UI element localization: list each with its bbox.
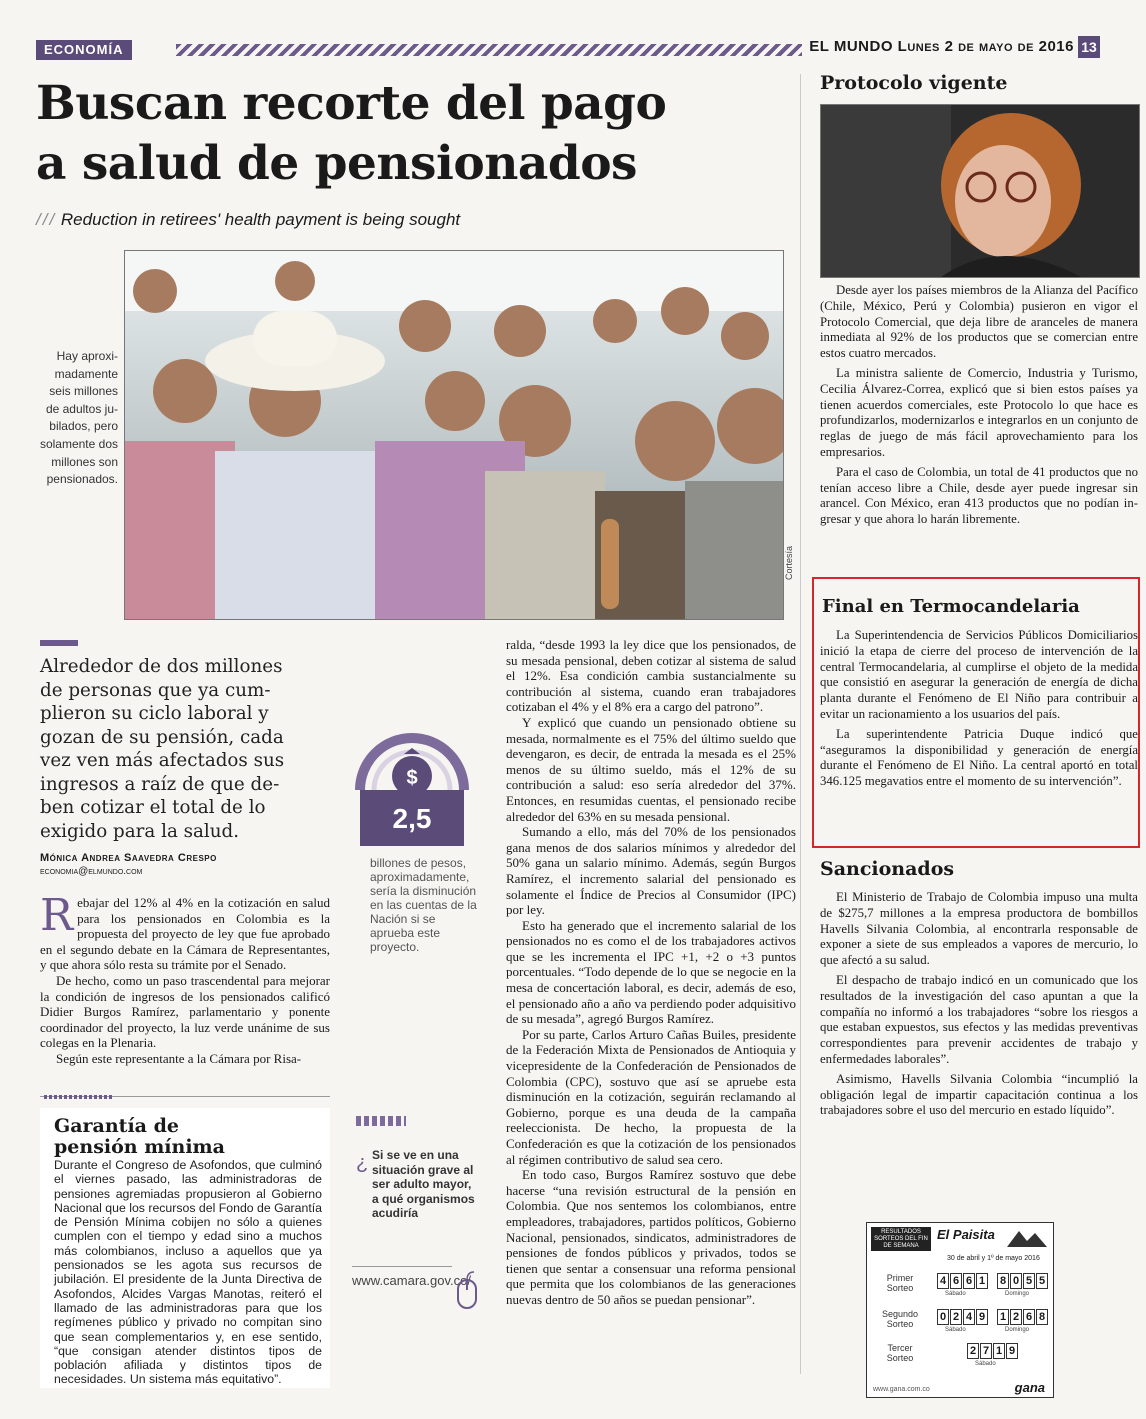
section-label: ECONOMÍA — [36, 40, 132, 60]
deck-accent-bar — [40, 640, 78, 646]
stat-value: 2,5 — [392, 803, 432, 834]
draw-number-saturday: 4 6 6 1 — [937, 1273, 988, 1289]
headline-line-2: a salud de pensionados — [36, 136, 638, 191]
subhead-slashes: /// — [36, 210, 57, 229]
paragraph: Para el caso de Colombia, un total de 41 productos que no tenían acceso libre a Chile, desde ayer puede ingresar sin arancel. Con México, eran 413 productos que no podían ingresar y que ahora lo harán libremente. — [820, 464, 1138, 527]
question-mark-icon: ¿ — [356, 1152, 369, 1174]
lottery-row — [873, 1273, 1049, 1299]
column-rule — [800, 74, 801, 1374]
lottery-row — [873, 1343, 1049, 1369]
masthead-date: Lunes 2 de mayo de 2016 — [897, 38, 1074, 55]
paragraph: Según este representante a la Cámara por Risa- — [56, 1050, 302, 1066]
headline-line-1: Buscan recorte del pago — [36, 76, 667, 131]
minister-photo — [820, 104, 1140, 278]
paragraph: La superintendente Patricia Duque indicó que “aseguramos la disponibilidad y generación de energía durante el Fenómeno de El Niño. La central aportó en total 346.125 megavatios entre el momento de su intervención”. — [820, 726, 1138, 789]
lottery-header — [867, 1223, 1053, 1251]
sancionados-title: Sancionados — [820, 858, 955, 880]
day-label: Domingo — [1005, 1327, 1030, 1333]
paragraph: El Ministerio de Trabajo de Colombia impuso una multa de $275,7 millones a la empresa productora de bombillos Havells Silvania Colombia, al encontrarla responsable de exponer a siete de sus empleados a vapores de mercurio, lo que afectó a su salud. — [820, 890, 1138, 968]
mouse-icon — [456, 1270, 478, 1310]
paragraph: Rebajar del 12% al 4% en la cotización en salud para los pensionados en Colombia es la propuesta del proyecto de ley que fue aprobado en el segundo debate en la Cámara de Representantes, y que ahora sólo resta su trámite por el Senado. — [40, 890, 330, 973]
byline: Mónica Andrea Saavedra Crespo — [40, 852, 217, 864]
paragraph: Esto ha generado que el incremento salarial de los pensionados no es como el de los trabajadores activos que se les incrementa el IPC +1, +2 o +3 puntos porcentuales. “Todo depende de lo que se negocie en la mesa de concertación laboral, es decir, además de eso, el pensionado año a año va perdiendo poder adquisitivo de su mesada”, agregó Burgos Ramírez. — [506, 917, 796, 1027]
article-column-1 — [40, 890, 330, 1067]
paragraph: De hecho, como un paso trascendental para mejorar la condición de ingresos de los pensionados calificó Didier Burgos Ramírez, parlamentario y ponente coordinador del proyecto, la luz verde unánime de sus colegas en la Plenaria. — [40, 972, 330, 1051]
protocolo-title: Protocolo vigente — [820, 72, 1008, 94]
article-deck: Alrededor de dos millones de personas que ya cumplieron su ciclo laboral y gozan de su pensión, cada vez ven más afectados sus ingresos a raíz de que deben cotizar el total de lo exigido para la salud. — [40, 656, 285, 842]
paragraph: Por su parte, Carlos Arturo Cañas Builes, presidente de la Federación Mixta de Pensionados de Antioquia y vicepresidente de la Confederación de Pensionados de Colombia (CPC), sostuvo que así se apruebe esta disminución en la cotización, seguirán reclamando al Gobierno, porque es una deuda de la campaña reeleccionista. De hecho, la propuesta de la Confederación es que la cotización de los pensionados al régimen contributivo de salud sea cero. — [506, 1026, 796, 1167]
section-tag — [36, 40, 802, 60]
draw-label: Segundo Sorteo — [881, 1309, 919, 1329]
main-photo — [124, 250, 784, 620]
paragraph: Asimismo, Havells Silvania Colombia “incumplió la obligación legal de impartir capacitación continua a los trabajadores sobre el uso del mercurio en estado líquido”. — [820, 1071, 1138, 1118]
paragraph: El despacho de trabajo indicó en un comunicado que los resultados de la investigación del caso apuntan a que la compañía no informó a los trabajadores “sobre los riesgos a que estaban expuestos, sus efectos y las medidas preventivas correspondientes para prevenir accidentes de trabajo y enfermedades laborales”. — [820, 972, 1138, 1066]
lottery-results-ad — [866, 1222, 1054, 1398]
photo-credit: Cortesía — [784, 545, 794, 580]
headline — [36, 74, 796, 194]
stat-graphic — [352, 720, 472, 848]
day-label: Sábado — [945, 1291, 966, 1297]
retirees-crowd-illustration — [125, 251, 783, 619]
paragraph: En todo caso, Burgos Ramírez sostuvo que debe hacerse “una revisión estructural de la pensión en Colombia. Que nos sentemos los colombianos, entre empleadores, trabajadores, partidos políticos, Gobierno Nacional, pensionados, sindicatos, administradores de pensiones de fondos públicos y privados, todos se tienen que sentar a consensuar una reforma pensional que permita que los colombianos de las generaciones nuevas dentro de 50 años se puedan pensionar”. — [506, 1167, 796, 1307]
day-label: Sábado — [945, 1327, 966, 1333]
paragraph: Desde ayer los países miembros de la Alianza del Pacífico (Chile, México, Perú y Colombia) pusieron en vigor el Protocolo Comercial, que deja libre de aranceles de manera inmediata al 92% de los productos que se comercian entre estos cuatro mercados. — [820, 283, 1138, 361]
termocandelaria-text — [820, 628, 1138, 794]
draw-label: Tercer Sorteo — [886, 1343, 914, 1363]
draw-number-sunday: 8 0 5 5 — [997, 1273, 1048, 1289]
svg-text:$: $ — [406, 767, 418, 789]
paragraph: ralda, “desde 1993 la ley dice que los pensionados, de su mesada pensional, deben cotizar al sistema de salud el 12%. Esa condición cambia sustancialmente su contribución al sistema, cuando eran trabajadores cotizaban el 4% y el 8% era a cargo del patrono”. — [506, 637, 796, 715]
masthead — [809, 38, 1074, 55]
masthead-paper: EL MUNDO — [809, 38, 893, 55]
page-number: 13 — [1078, 36, 1100, 58]
lottery-brand: El Paisita — [937, 1227, 995, 1242]
lottery-results-label: RESULTADOS SORTEOS DEL FIN DE SEMANA — [871, 1227, 931, 1251]
lottery-row — [873, 1309, 1049, 1335]
paragraph: La ministra saliente de Comercio, Industria y Turismo, Cecilia Álvarez-Correa, explicó que si bien estos países ya tienen acuerdos comerciales, este Protocolo lo que hace es profundizarlos, modernizarlos e integrarlos en un conjunto de reglas de juego de más fácil aprovechamiento para los empresarios. — [820, 365, 1138, 459]
subhead — [36, 210, 460, 230]
stat-description: billones de pesos, aproximadamente, sería la disminución en las cuentas de la Nación si se aprueba este proyecto. — [370, 856, 477, 954]
dotted-accent — [356, 1116, 406, 1126]
box-body: Durante el Congreso de Asofondos, que culminó el viernes pasado, las administradoras de pensiones agremiadas propusieron al Gobierno Nacional que los recursos del Fondo de Garantía de Pensión Mínima cobijen no sólo a quienes cumplen con el tiempo y edad sino a muchos más colombianos, incluso a aquellos que ya pensionados se les agota sus recursos de jubilación. El presidente de la Junta Directiva de Asofondos, Alcides Vargas Manotas, reiteró el llamado de las administradoras para que los regímenes público y privado no compitan sino que sean complementarios y, en ese sentido, “que consigan atender distintos tipos de población afiliada y distintos tipos de necesidades. Un sistema más equitativo”. — [54, 1158, 322, 1387]
lottery-dates: 30 de abril y 1º de mayo 2016 — [947, 1255, 1040, 1262]
draw-label: Primer Sorteo — [886, 1273, 914, 1293]
pension-guarantee-box — [40, 1108, 330, 1388]
byline-email: economia@elmundo.com — [40, 866, 143, 877]
article-column-2 — [506, 637, 796, 1308]
mountain-logo-icon — [1007, 1227, 1047, 1247]
photo-caption: Hay aproximadamente seis millones de adultos jubilados, pero solamente dos millones son pensionados. — [39, 349, 118, 487]
website-link[interactable]: www.camara.gov.co/ — [352, 1266, 452, 1288]
portrait-illustration — [821, 105, 1139, 277]
pen-icon — [44, 1095, 114, 1099]
box-title: Garantía de pensión mínima — [54, 1115, 225, 1158]
gana-logo: gana — [1014, 1380, 1045, 1395]
protocolo-text — [820, 283, 1138, 532]
sancionados-text — [820, 890, 1138, 1123]
lottery-website[interactable]: www.gana.com.co — [873, 1386, 930, 1393]
draw-number-sunday: 1 2 6 8 — [997, 1309, 1048, 1325]
day-label: Domingo — [1005, 1291, 1030, 1297]
section-stripes — [176, 44, 802, 56]
paragraph: Sumando a ello, más del 70% de los pensionados gana menos de dos salarios mínimos y alrededor del 50% gana un salario mínimo. Además, según Burgos Ramírez, el incremento salarial del pensionado es solamente el Índice de Precios al Consumidor (IPC) por ley. — [506, 824, 796, 918]
paragraph: Y explicó que cuando un pensionado obtiene su mesada, normalmente es el 75% del último sueldo que devengaron, es decir, de entrada la mesada es el 25% menos de su último sueldo, más el 12% de su contribución a salud: eso sería alrededor del 37%. Entonces, en resumidas cuentas, el pensionado recibe alrededor del 63% en su mesada pensional. — [506, 714, 796, 824]
paragraph: La Superintendencia de Servicios Públicos Domiciliarios inició la etapa de cierre del proceso de intervención de la central Termocandelaria, al cumplirse el objeto de la medida que consistió en asegurar la generación de energía de dicha planta durante el Fenómeno de El Niño para contribuir a evitar un racionamiento a los usuarios del país. — [820, 628, 1138, 721]
subhead-text: Reduction in retirees' health payment is being sought — [60, 210, 461, 229]
question-text: Si se ve en una situación grave al ser adulto mayor, a qué organismos acudiría — [372, 1148, 475, 1220]
draw-number-saturday: 2 7 1 9 — [967, 1343, 1018, 1359]
draw-number-saturday: 0 2 4 9 — [937, 1309, 988, 1325]
day-label: Sábado — [975, 1361, 996, 1367]
dropcap: R — [40, 890, 74, 941]
termocandelaria-title: Final en Termocandelaria — [822, 596, 1080, 617]
